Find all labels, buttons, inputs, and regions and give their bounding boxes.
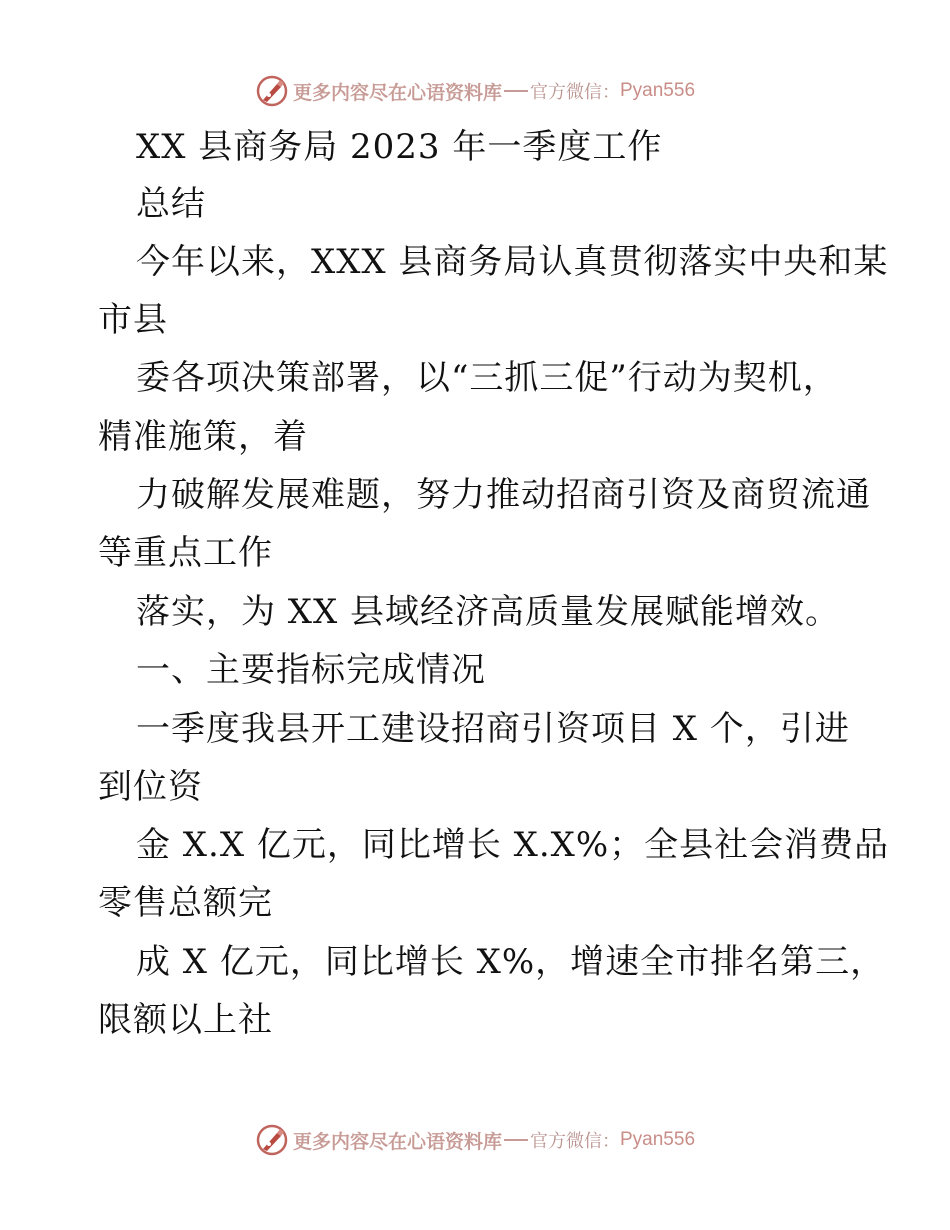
watermark-wechat-id: Pyan556 [620,1129,696,1150]
paragraph-line: 成 X 亿元，同比增长 X%，增速全市排名第三， [136,942,886,982]
paragraph-line: 市县 [98,300,168,340]
paragraph-line: 落实，为 XX 县域经济高质量发展赋能增效。 [136,592,841,632]
header-watermark [0,71,950,111]
paragraph-line: 金 X.X 亿元，同比增长 X.X%；全县社会消费品 [136,825,890,865]
paragraph-line: 限额以上社 [98,1000,273,1040]
pen-logo-icon [255,1123,289,1157]
watermark-separator [504,1139,528,1141]
paragraph-line: 到位资 [98,767,203,807]
paragraph-line: 一季度我县开工建设招商引资项目 X 个，引进 [136,709,850,749]
paragraph-line: 精准施策，着 [98,417,308,457]
paragraph-line: 零售总额完 [98,883,273,923]
section-heading: 一、主要指标完成情况 [136,650,486,690]
paragraph-line: 力破解发展难题，努力推动招商引资及商贸流通 [136,475,871,515]
document-title-line-1: XX 县商务局 2023 年一季度工作 [136,127,663,167]
watermark-wechat-id: Pyan556 [620,80,696,101]
watermark-brand-text: 更多内容尽在心语资料库 [292,81,502,104]
footer-watermark [0,1120,950,1160]
watermark-brand-text: 更多内容尽在心语资料库 [292,1130,502,1153]
watermark-label: 官方微信： [530,1131,620,1152]
paragraph-line: 委各项决策部署，以“三抓三促”行动为契机， [136,358,838,398]
pen-logo-icon [255,74,289,108]
watermark-label: 官方微信： [530,82,620,103]
paragraph-line: 等重点工作 [98,533,273,573]
watermark-separator [504,90,528,92]
paragraph-line: 今年以来，XXX 县商务局认真贯彻落实中央和某 [136,242,889,282]
document-title-line-2: 总结 [136,184,206,224]
